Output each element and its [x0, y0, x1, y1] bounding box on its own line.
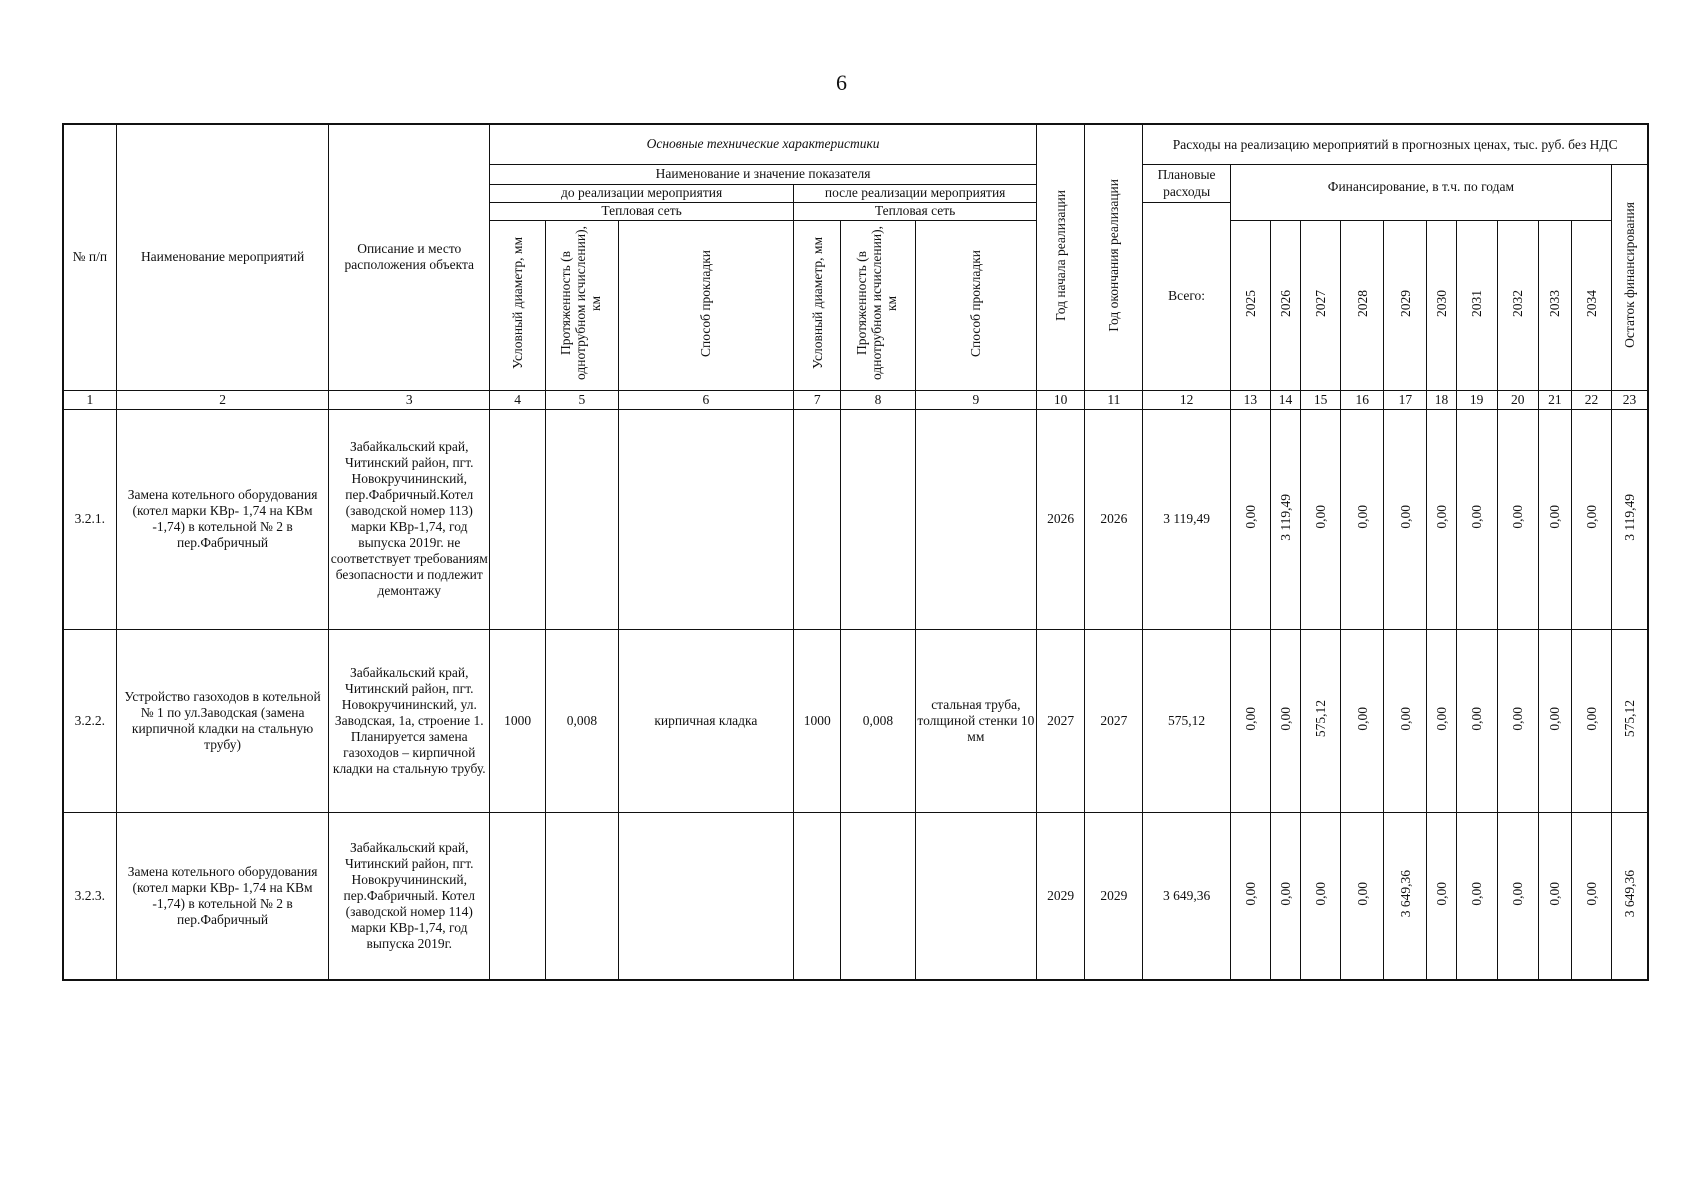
row-remainder: 575,12 [1612, 629, 1648, 812]
row-num: 3.2.2. [63, 629, 116, 812]
header-year-2028: 2028 [1341, 220, 1384, 390]
row-diameter-after [794, 812, 841, 980]
row-desc: Забайкальский край, Читинский район, пгт. Новокручининский, ул. Заводская, 1а, строение 1. Планируется замена газоходов – кирпичной кладки на стальную трубу. [329, 629, 490, 812]
row-year-amount: 0,00 [1270, 812, 1300, 980]
row-year-amount: 0,00 [1456, 629, 1497, 812]
header-length-after: Протяженность (в однотрубном исчислении), км [841, 220, 915, 390]
row-remainder: 3 649,36 [1612, 812, 1648, 980]
row-year-amount: 0,00 [1384, 629, 1427, 812]
column-number: 2 [116, 390, 329, 409]
column-number: 11 [1085, 390, 1143, 409]
row-length-before: 0,008 [546, 629, 618, 812]
investment-table [62, 123, 1649, 981]
row-year-amount: 0,00 [1230, 812, 1270, 980]
row-desc: Забайкальский край, Читинский район, пгт. Новокручининский, пер.Фабричный.Котел (заводской номер 113) марки КВр-1,74, год выпуска 2019г. не соответствует требованиям безопасности и подлежит демонтажу [329, 409, 490, 629]
row-year-amount: 0,00 [1427, 629, 1456, 812]
header-after: после реализации мероприятия [794, 184, 1037, 202]
column-number: 1 [63, 390, 116, 409]
row-total: 575,12 [1143, 629, 1230, 812]
row-year-amount: 3 119,49 [1270, 409, 1300, 629]
header-planned: Плановые расходы [1143, 164, 1230, 202]
row-name: Устройство газоходов в котельной № 1 по ул.Заводская (замена кирпичной кладки на стальную трубу) [116, 629, 329, 812]
header-diameter-after: Условный диаметр, мм [794, 220, 841, 390]
row-year-amount: 0,00 [1571, 409, 1611, 629]
row-year-amount: 0,00 [1341, 812, 1384, 980]
header-year-2026: 2026 [1270, 220, 1300, 390]
column-number: 16 [1341, 390, 1384, 409]
row-year-end: 2026 [1085, 409, 1143, 629]
row-year-amount: 0,00 [1341, 409, 1384, 629]
row-year-amount: 0,00 [1341, 629, 1384, 812]
table-row [63, 629, 1648, 812]
column-number: 5 [546, 390, 618, 409]
row-year-end: 2027 [1085, 629, 1143, 812]
row-year-amount: 0,00 [1230, 629, 1270, 812]
header-year-start: Год начала реализации [1037, 124, 1085, 390]
header-num: № п/п [63, 124, 116, 390]
header-remainder: Остаток финансирования [1612, 164, 1648, 390]
row-length-after [841, 812, 915, 980]
header-method-before: Способ прокладки [618, 220, 794, 390]
row-year-start: 2026 [1037, 409, 1085, 629]
row-year-amount: 3 649,36 [1384, 812, 1427, 980]
row-year-amount: 0,00 [1497, 812, 1538, 980]
column-number: 22 [1571, 390, 1611, 409]
header-costs: Расходы на реализацию мероприятий в прогнозных ценах, тыс. руб. без НДС [1143, 124, 1648, 164]
row-year-amount: 0,00 [1427, 812, 1456, 980]
column-number-row [63, 390, 1648, 409]
row-diameter-before [490, 409, 546, 629]
header-year-2034: 2034 [1571, 220, 1611, 390]
row-total: 3 119,49 [1143, 409, 1230, 629]
table-row [63, 409, 1648, 629]
row-year-start: 2027 [1037, 629, 1085, 812]
row-year-amount: 0,00 [1571, 812, 1611, 980]
row-name: Замена котельного оборудования (котел марки КВр- 1,74 на КВм -1,74) в котельной № 2 в пер.Фабричный [116, 409, 329, 629]
row-year-amount: 0,00 [1538, 812, 1571, 980]
row-num: 3.2.1. [63, 409, 116, 629]
column-number: 18 [1427, 390, 1456, 409]
table-row [63, 812, 1648, 980]
row-length-before [546, 409, 618, 629]
header-length-before: Протяженность (в однотрубном исчислении), км [546, 220, 618, 390]
column-number: 10 [1037, 390, 1085, 409]
row-method-after [915, 812, 1036, 980]
column-number: 12 [1143, 390, 1230, 409]
header-desc: Описание и место расположения объекта [329, 124, 490, 390]
row-desc: Забайкальский край, Читинский район, пгт. Новокручининский, пер.Фабричный. Котел (заводской номер 114) марки КВр-1,74, год выпуска 2019г. [329, 812, 490, 980]
row-year-amount: 0,00 [1427, 409, 1456, 629]
column-number: 20 [1497, 390, 1538, 409]
header-indicator: Наименование и значение показателя [490, 164, 1037, 184]
row-name: Замена котельного оборудования (котел марки КВр- 1,74 на КВм -1,74) в котельной № 2 в пер.Фабричный [116, 812, 329, 980]
header-method-after: Способ прокладки [915, 220, 1036, 390]
header-network-after: Тепловая сеть [794, 202, 1037, 220]
row-method-after [915, 409, 1036, 629]
header-network-before: Тепловая сеть [490, 202, 794, 220]
row-year-amount: 0,00 [1270, 629, 1300, 812]
header-year-2032: 2032 [1497, 220, 1538, 390]
column-number: 4 [490, 390, 546, 409]
row-year-amount: 0,00 [1301, 812, 1341, 980]
row-year-amount: 0,00 [1538, 629, 1571, 812]
page-number: 6 [836, 70, 847, 95]
row-year-amount: 0,00 [1384, 409, 1427, 629]
header-diameter-before: Условный диаметр, мм [490, 220, 546, 390]
row-length-before [546, 812, 618, 980]
row-method-after: стальная труба, толщиной стенки 10 мм [915, 629, 1036, 812]
row-diameter-before [490, 812, 546, 980]
header-total: Всего: [1143, 202, 1230, 390]
column-number: 14 [1270, 390, 1300, 409]
row-diameter-before: 1000 [490, 629, 546, 812]
row-year-amount: 0,00 [1571, 629, 1611, 812]
row-num: 3.2.3. [63, 812, 116, 980]
header-before: до реализации мероприятия [490, 184, 794, 202]
row-year-amount: 0,00 [1456, 812, 1497, 980]
row-method-before [618, 812, 794, 980]
column-number: 15 [1301, 390, 1341, 409]
header-name: Наименование мероприятий [116, 124, 329, 390]
column-number: 17 [1384, 390, 1427, 409]
column-number: 7 [794, 390, 841, 409]
column-number: 6 [618, 390, 794, 409]
row-year-amount: 575,12 [1301, 629, 1341, 812]
row-year-amount: 0,00 [1230, 409, 1270, 629]
row-year-end: 2029 [1085, 812, 1143, 980]
row-year-start: 2029 [1037, 812, 1085, 980]
row-length-after: 0,008 [841, 629, 915, 812]
row-diameter-after: 1000 [794, 629, 841, 812]
header-year-2030: 2030 [1427, 220, 1456, 390]
column-number: 9 [915, 390, 1036, 409]
column-number: 13 [1230, 390, 1270, 409]
header-financing: Финансирование, в т.ч. по годам [1230, 164, 1611, 220]
header-year-end: Год окончания реализации [1085, 124, 1143, 390]
column-number: 19 [1456, 390, 1497, 409]
header-year-2027: 2027 [1301, 220, 1341, 390]
row-length-after [841, 409, 915, 629]
row-method-before: кирпичная кладка [618, 629, 794, 812]
table-body [63, 409, 1648, 980]
header-tech: Основные технические характеристики [490, 124, 1037, 164]
row-method-before [618, 409, 794, 629]
header-year-2025: 2025 [1230, 220, 1270, 390]
row-total: 3 649,36 [1143, 812, 1230, 980]
row-remainder: 3 119,49 [1612, 409, 1648, 629]
row-year-amount: 0,00 [1497, 629, 1538, 812]
header-year-2029: 2029 [1384, 220, 1427, 390]
column-number: 8 [841, 390, 915, 409]
row-year-amount: 0,00 [1497, 409, 1538, 629]
header-year-2031: 2031 [1456, 220, 1497, 390]
row-year-amount: 0,00 [1456, 409, 1497, 629]
column-number: 21 [1538, 390, 1571, 409]
column-number: 3 [329, 390, 490, 409]
header-year-2033: 2033 [1538, 220, 1571, 390]
row-diameter-after [794, 409, 841, 629]
row-year-amount: 0,00 [1301, 409, 1341, 629]
column-number: 23 [1612, 390, 1648, 409]
row-year-amount: 0,00 [1538, 409, 1571, 629]
